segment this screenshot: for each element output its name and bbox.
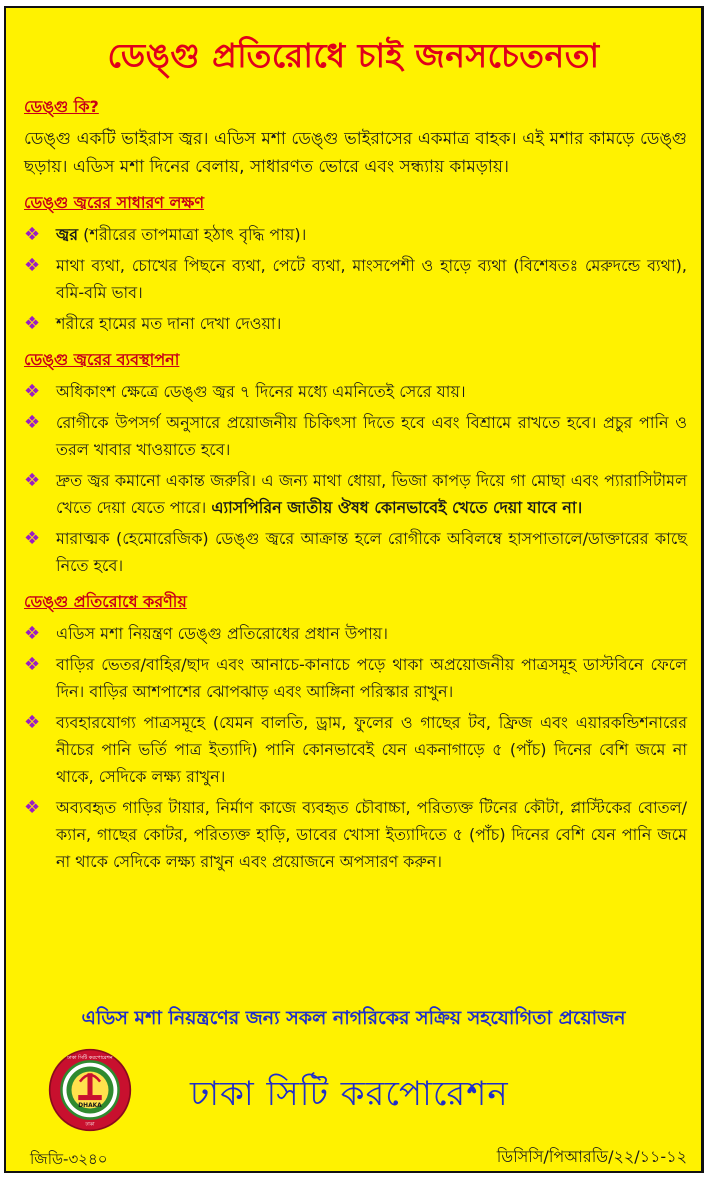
poster-title: ডেঙ্গু প্রতিরোধে চাই জনসচেতনতা bbox=[107, 36, 600, 75]
list-item bbox=[24, 252, 687, 306]
bullet-icon: ❖ bbox=[24, 654, 41, 675]
bullet-icon: ❖ bbox=[24, 797, 41, 818]
heading-management: ডেঙ্গু জ্বরের ব্যবস্থাপনা bbox=[24, 350, 180, 369]
organization-name: ঢাকা সিটি করপোরেশন bbox=[190, 1074, 509, 1114]
bullet-icon: ❖ bbox=[24, 528, 41, 549]
bullet-icon: ❖ bbox=[24, 224, 41, 245]
seal-ring-text: ঢাকা সিটি করপোরেশন bbox=[67, 1054, 113, 1061]
management-text: দ্রুত জ্বর কমানো একান্ত জরুরি। এ জন্য মাথা ধোয়া, ভিজা কাপড় দিয়ে গা মোছা এবং প্যারাসিটামল খেতে দেয়া যেতে পারে। bbox=[56, 471, 687, 517]
document-code-right: ডিসিসি/পিআরডি/২২/১১-১২ bbox=[496, 1147, 687, 1166]
bullet-icon: ❖ bbox=[24, 412, 41, 433]
seal-inner-text: DHAKA bbox=[78, 1102, 102, 1109]
what-is-dengue-text: ডেঙ্গু একটি ভাইরাস জ্বর। এডিস মশা ডেঙ্গু ভাইরাসের একমাত্র বাহক। এই মশার কামড়ে ডেঙ্গু ছড়ায়। এডিস মশা দিনের বেলায়, সাধারণত ভোরে এবং সন্ধ্যায় কামড়ায়। bbox=[24, 129, 687, 177]
bullet-icon: ❖ bbox=[24, 623, 41, 644]
management-text: মারাত্মক (হেমোরেজিক) ডেঙ্গু জ্বরে আক্রান্ত হলে রোগীকে অবিলম্বে হাসপাতালে/ডাক্তারের কাছে নিতে হবে। bbox=[56, 529, 687, 575]
bullet-icon: ❖ bbox=[24, 381, 41, 402]
heading-prevention: ডেঙ্গু প্রতিরোধে করণীয় bbox=[24, 592, 187, 611]
prevention-text: এডিস মশা নিয়ন্ত্রণ ডেঙ্গু প্রতিরোধের প্রধান উপায়। bbox=[56, 624, 388, 643]
citizen-appeal: এডিস মশা নিয়ন্ত্রণের জন্য সকল নাগরিকের সক্রিয় সহযোগিতা প্রয়োজন bbox=[81, 1007, 626, 1029]
list-item bbox=[24, 794, 687, 875]
symptom-lead: জ্বর bbox=[56, 225, 79, 244]
management-text: অধিকাংশ ক্ষেত্রে ডেঙ্গু জ্বর ৭ দিনের মধ্যে এমনিতেই সেরে যায়। bbox=[56, 382, 466, 401]
list-item bbox=[24, 467, 687, 521]
poster bbox=[4, 6, 704, 1173]
seal-bottom-text: ঢাকা bbox=[85, 1121, 95, 1128]
management-list bbox=[24, 378, 687, 579]
prevention-text: অব্যবহৃত গাড়ির টায়ার, নির্মাণ কাজে ব্যবহৃত চৌবাচ্চা, পরিত্যক্ত টিনের কৌটা, প্লাস্টিকের বোতল/ক্যান, গাছের কোটর, পরিত্যক্ত হাড়ি, ডাবের খোসা ইত্যাদিতে ৫ (পাঁচ) দিনের বেশি যেন পানি জমে না থাকে সেদিকে লক্ষ্য রাখুন এবং প্রয়োজনে অপসারণ করুন। bbox=[56, 798, 687, 871]
city-corporation-seal-icon bbox=[48, 1048, 132, 1132]
list-item bbox=[24, 378, 687, 405]
prevention-text: বাড়ির ভেতর/বাহির/ছাদ এবং আনাচে-কানাচে পড়ে থাকা অপ্রয়োজনীয় পাত্রসমূহ ডাস্টবিনে ফেলে দিন। বাড়ির আশপাশের ঝোপঝাড় এবং আঙ্গিনা পরিস্কার রাখুন। bbox=[56, 655, 687, 701]
list-item bbox=[24, 310, 687, 337]
bullet-icon: ❖ bbox=[24, 255, 41, 276]
symptoms-list bbox=[24, 221, 687, 337]
symptom-text: (শরীরের তাপমাত্রা হঠাৎ বৃদ্ধি পায়)। bbox=[78, 225, 307, 244]
list-item bbox=[24, 525, 687, 579]
bullet-icon: ❖ bbox=[24, 313, 41, 334]
document-code-left: জিডি-৩২৪০ bbox=[30, 1150, 108, 1168]
aspirin-warning: এ্যাসপিরিন জাতীয় ঔষধ কোনভাবেই খেতে দেয়া যাবে না। bbox=[211, 498, 583, 517]
management-text: রোগীকে উপসর্গ অনুসারে প্রয়োজনীয় চিকিৎসা দিতে হবে এবং বিশ্রামে রাখতে হবে। প্রচুর পানি ও তরল খাবার খাওয়াতে হবে। bbox=[56, 413, 687, 459]
list-item bbox=[24, 709, 687, 790]
symptom-text: মাথা ব্যথা, চোখের পিছনে ব্যথা, পেটে ব্যথা, মাংসপেশী ও হাড়ে ব্যথা (বিশেষতঃ মেরুদন্ডে ব্যথা), বমি-বমি ভাব। bbox=[56, 256, 687, 302]
heading-symptoms: ডেঙ্গু জ্বরের সাধারণ লক্ষণ bbox=[24, 193, 205, 212]
list-item bbox=[24, 620, 687, 647]
bullet-icon: ❖ bbox=[24, 712, 41, 733]
bullet-icon: ❖ bbox=[24, 470, 41, 491]
list-item bbox=[24, 651, 687, 705]
prevention-text: ব্যবহারযোগ্য পাত্রসমূহে (যেমন বালতি, ড্রাম, ফুলের ও গাছের টব, ফ্রিজ এবং এয়ারকন্ডিশনারের নীচের পানি ভর্তি পাত্র ইত্যাদি) পানি কোনভাবেই যেন একনাগাড়ে ৫ (পাঁচ) দিনের বেশি জমে না থাকে, সেদিকে লক্ষ্য রাখুন। bbox=[56, 713, 687, 786]
prevention-list bbox=[24, 620, 687, 875]
symptom-text: শরীরে হামের মত দানা দেখা দেওয়া। bbox=[56, 314, 282, 333]
list-item bbox=[24, 409, 687, 463]
heading-what-is-dengue: ডেঙ্গু কি? bbox=[24, 97, 99, 116]
content bbox=[24, 94, 687, 885]
list-item bbox=[24, 221, 687, 248]
